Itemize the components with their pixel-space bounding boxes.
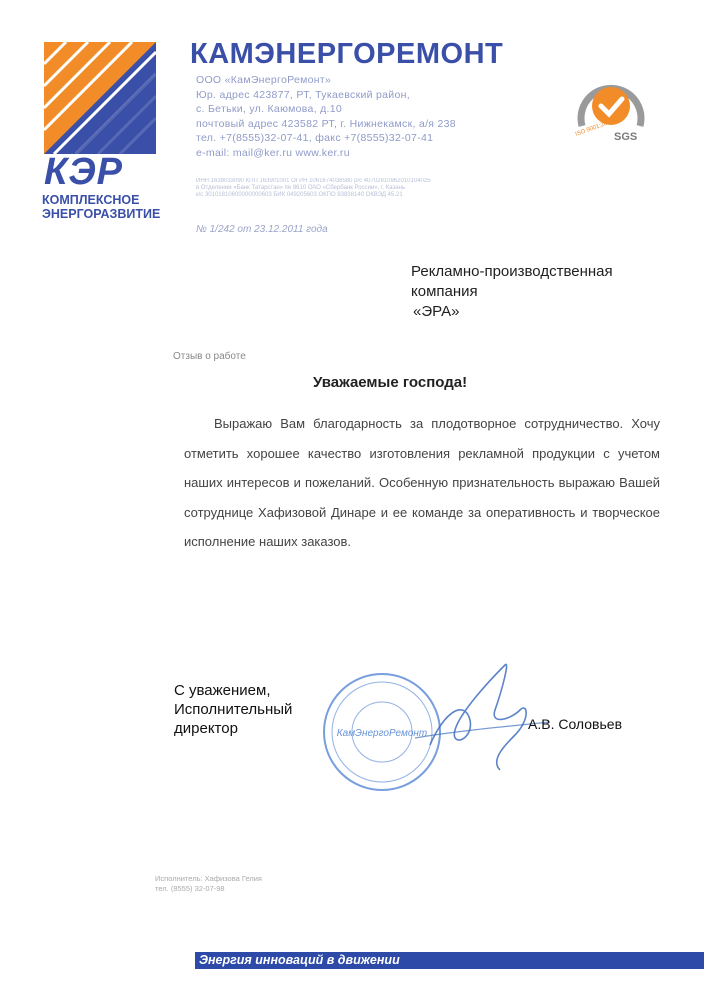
- bank-details-line: к/с 30101810600000000603 БИК 049205603 ОКПО 93838140 ОКВЭД 45.21: [196, 192, 403, 199]
- letter-body: Выражаю Вам благодарность за плодотворное сотрудничество. Хочу отметить хорошее качество изготовления рекламной продукции с учетом наших интересов и пожеланий. Особенную признательность выражаю Вашей сотруднице Хафизовой Динаре и ее команде за оперативность и творческое исполнение наших заказов.: [184, 416, 660, 550]
- logo-subtitle-line: КОМПЛЕКСНОЕ: [42, 193, 140, 207]
- closing-line: С уважением,: [174, 682, 271, 699]
- recipient-line: «ЭРА»: [413, 303, 460, 320]
- bank-details-line: в Отделении «Банк Татарстан» № 8610 ОАО «Сбербанк России», г. Казань: [196, 185, 406, 192]
- legal-address: Юр. адрес 423877, РТ, Тукаевский район,: [196, 88, 410, 101]
- handwritten-signature: [410, 650, 560, 780]
- closing-line: Исполнительный: [174, 701, 293, 718]
- email: e-mail: mail@ker.ru www.ker.ru: [196, 146, 350, 159]
- executor-info: [155, 874, 262, 894]
- phones: тел. +7(8555)32-07-41, факс +7(8555)32-07-41: [196, 132, 434, 144]
- company-details: [196, 73, 546, 160]
- executor-phone: тел. (8555) 32-07-98: [155, 884, 225, 893]
- recipient-block: [411, 262, 613, 322]
- closing-line: директор: [174, 720, 238, 737]
- legal-name: ООО «КамЭнергоРемонт»: [196, 74, 332, 86]
- stamp-text: КамЭнергоРемонт: [336, 728, 428, 739]
- legal-address-2: с. Бетьки, ул. Каюмова, д.10: [196, 103, 343, 115]
- company-logo-mark: [44, 42, 156, 154]
- company-name: КАМЭНЕРГОРЕМОНТ: [190, 38, 504, 70]
- recipient-line: компания: [411, 283, 478, 300]
- recipient-line: Рекламно-производственная: [411, 263, 613, 280]
- greeting: Уважаемые господа!: [313, 374, 468, 391]
- letter-number: № 1/242 от 23.12.2011 года: [196, 224, 328, 235]
- sgs-certification-badge: [568, 66, 654, 150]
- executor-name: Исполнитель: Хафизова Гелия: [155, 874, 262, 883]
- logo-subtitle-line: ЭНЕРГОРАЗВИТИЕ: [42, 207, 161, 221]
- iso-label: ISO 9001:2008: [574, 118, 615, 138]
- subject-line: Отзыв о работе: [173, 351, 246, 362]
- logo-short-name: КЭР: [44, 151, 124, 193]
- bank-details: [196, 178, 556, 200]
- bank-details-line: ИНН 1639033090 КПП 163901001 ОГРН 1061674038580 р/с 40702810962010104025: [196, 178, 431, 184]
- postal-address: почтовый адрес 423582 РТ, г. Нижнекамск, а/я 238: [196, 117, 456, 130]
- signer-name: А.В. Соловьев: [528, 716, 623, 732]
- footer-slogan: Энергия инноваций в движении: [195, 952, 704, 969]
- logo-subtitle: [42, 193, 160, 221]
- sgs-label: SGS: [614, 131, 638, 143]
- closing-block: [174, 681, 292, 738]
